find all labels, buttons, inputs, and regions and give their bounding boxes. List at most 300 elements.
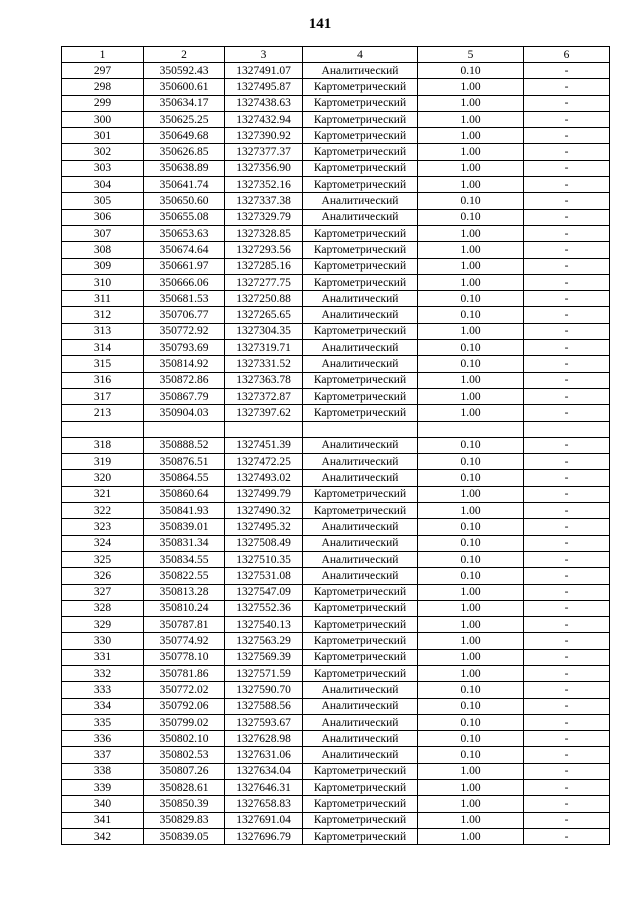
table-row (62, 747, 610, 763)
table-cell: 0.10 (418, 454, 524, 470)
table-cell: 350600.61 (144, 79, 225, 95)
table-cell: Картометрический (303, 633, 418, 649)
table-cell: 213 (62, 405, 144, 421)
table-cell: 350831.34 (144, 535, 225, 551)
table-cell: 1327397.62 (225, 405, 303, 421)
table-cell: 350814.92 (144, 356, 225, 372)
table-cell: 334 (62, 698, 144, 714)
table-cell: 350867.79 (144, 388, 225, 404)
table-cell: 350888.52 (144, 437, 225, 453)
table-cell: - (524, 535, 610, 551)
table-cell: - (524, 437, 610, 453)
table-row (62, 421, 610, 437)
table-cell: 1.00 (418, 812, 524, 828)
table-cell: 350772.92 (144, 323, 225, 339)
table-cell: 318 (62, 437, 144, 453)
table-cell: 1327356.90 (225, 160, 303, 176)
table-cell: 0.10 (418, 698, 524, 714)
table-row (62, 551, 610, 567)
table-cell: 1.00 (418, 177, 524, 193)
table-cell: 350793.69 (144, 340, 225, 356)
table-cell: - (524, 209, 610, 225)
table-cell: - (524, 682, 610, 698)
table-cell: Картометрический (303, 796, 418, 812)
table-cell: 0.10 (418, 193, 524, 209)
table-cell: Аналитический (303, 307, 418, 323)
table-cell: 1327696.79 (225, 828, 303, 844)
table-cell: 0.10 (418, 714, 524, 730)
table-cell: 315 (62, 356, 144, 372)
table-cell: - (524, 649, 610, 665)
table-cell: 1327508.49 (225, 535, 303, 551)
table-cell: - (524, 519, 610, 535)
table-cell: - (524, 828, 610, 844)
table-cell: 1327277.75 (225, 274, 303, 290)
table-cell: 1.00 (418, 242, 524, 258)
table-cell: 303 (62, 160, 144, 176)
table-cell: 350592.43 (144, 63, 225, 79)
table-row (62, 160, 610, 176)
table-cell: Картометрический (303, 242, 418, 258)
table-cell: Аналитический (303, 340, 418, 356)
table-cell: Аналитический (303, 731, 418, 747)
table-cell: Картометрический (303, 584, 418, 600)
table-row (62, 731, 610, 747)
table-cell: 350828.61 (144, 780, 225, 796)
table-cell: 350626.85 (144, 144, 225, 160)
table-cell: Аналитический (303, 714, 418, 730)
table-cell: 350778.10 (144, 649, 225, 665)
table-cell (144, 421, 225, 437)
table-cell: Картометрический (303, 780, 418, 796)
table-cell: 350799.02 (144, 714, 225, 730)
table-cell: Аналитический (303, 356, 418, 372)
table-cell: 336 (62, 731, 144, 747)
table-row (62, 209, 610, 225)
table-row (62, 79, 610, 95)
table-cell: Картометрический (303, 388, 418, 404)
table-cell: - (524, 665, 610, 681)
table-cell: 319 (62, 454, 144, 470)
table-cell: 350681.53 (144, 291, 225, 307)
table-row (62, 388, 610, 404)
table-cell: 1327304.35 (225, 323, 303, 339)
table-cell: 350872.86 (144, 372, 225, 388)
table-cell (62, 421, 144, 437)
table-row (62, 128, 610, 144)
table-cell: - (524, 258, 610, 274)
table-cell: 0.10 (418, 551, 524, 567)
table-cell: 1.00 (418, 763, 524, 779)
table-cell: - (524, 323, 610, 339)
table-row (62, 568, 610, 584)
table-cell: 340 (62, 796, 144, 812)
table-cell: 1327499.79 (225, 486, 303, 502)
table-row (62, 225, 610, 241)
table-cell: 1327352.16 (225, 177, 303, 193)
column-header: 4 (303, 47, 418, 63)
table-cell: Аналитический (303, 437, 418, 453)
table-cell: - (524, 63, 610, 79)
table-cell: 1.00 (418, 600, 524, 616)
table-row (62, 519, 610, 535)
table-cell: 0.10 (418, 535, 524, 551)
table-row (62, 617, 610, 633)
table-cell: 1327293.56 (225, 242, 303, 258)
table-cell: 0.10 (418, 340, 524, 356)
table-cell: 304 (62, 177, 144, 193)
table-cell: 1327331.52 (225, 356, 303, 372)
table-cell: - (524, 111, 610, 127)
table-cell: 328 (62, 600, 144, 616)
table-cell: Картометрический (303, 372, 418, 388)
table-row (62, 177, 610, 193)
table-cell: 1.00 (418, 503, 524, 519)
table-cell: - (524, 470, 610, 486)
table-cell: 339 (62, 780, 144, 796)
table-cell: - (524, 568, 610, 584)
coordinates-table (61, 46, 610, 845)
table-cell: 337 (62, 747, 144, 763)
table-cell: 350802.10 (144, 731, 225, 747)
table-row (62, 682, 610, 698)
table-cell: 1327377.37 (225, 144, 303, 160)
table-row (62, 633, 610, 649)
table-row (62, 812, 610, 828)
table-cell: Картометрический (303, 503, 418, 519)
table-row (62, 193, 610, 209)
table-cell: 1327329.79 (225, 209, 303, 225)
table-row (62, 372, 610, 388)
table-cell: Картометрический (303, 177, 418, 193)
table-cell: - (524, 584, 610, 600)
table-cell: Картометрический (303, 763, 418, 779)
table-cell: Картометрический (303, 828, 418, 844)
table-cell: 1327319.71 (225, 340, 303, 356)
table-cell: - (524, 388, 610, 404)
table-cell: 1.00 (418, 633, 524, 649)
table-cell: 1327691.04 (225, 812, 303, 828)
table-cell: 1.00 (418, 274, 524, 290)
table-cell: 0.10 (418, 437, 524, 453)
table-cell: Картометрический (303, 225, 418, 241)
table-cell: Картометрический (303, 486, 418, 502)
table-cell: 300 (62, 111, 144, 127)
table-cell: 1327590.70 (225, 682, 303, 698)
table-cell: 308 (62, 242, 144, 258)
table-cell: - (524, 747, 610, 763)
table-cell: 1327432.94 (225, 111, 303, 127)
table-cell: 332 (62, 665, 144, 681)
table-cell: 1.00 (418, 780, 524, 796)
table-cell: Картометрический (303, 812, 418, 828)
table-cell: - (524, 763, 610, 779)
table-cell: 1327490.32 (225, 503, 303, 519)
table-cell: Аналитический (303, 63, 418, 79)
table-cell: Аналитический (303, 568, 418, 584)
table-cell: - (524, 225, 610, 241)
table-cell: 350638.89 (144, 160, 225, 176)
table-row (62, 698, 610, 714)
table-cell: 0.10 (418, 307, 524, 323)
table-cell: 1.00 (418, 160, 524, 176)
table-row (62, 144, 610, 160)
table-row (62, 242, 610, 258)
table-body (62, 47, 610, 845)
table-cell: Картометрический (303, 79, 418, 95)
table-cell: 0.10 (418, 747, 524, 763)
table-cell: Аналитический (303, 747, 418, 763)
table-cell: 1.00 (418, 486, 524, 502)
table-cell: 1327495.87 (225, 79, 303, 95)
table-cell: 329 (62, 617, 144, 633)
table-cell: Картометрический (303, 600, 418, 616)
table-cell (418, 421, 524, 437)
table-cell: - (524, 144, 610, 160)
table-cell: 326 (62, 568, 144, 584)
table-cell: 317 (62, 388, 144, 404)
table-cell: 350653.63 (144, 225, 225, 241)
table-cell: 350625.25 (144, 111, 225, 127)
table-cell: 321 (62, 486, 144, 502)
table-cell: Аналитический (303, 698, 418, 714)
table-cell: Картометрический (303, 649, 418, 665)
table-cell: 350860.64 (144, 486, 225, 502)
table-row (62, 356, 610, 372)
table-cell: 330 (62, 633, 144, 649)
table-cell: - (524, 372, 610, 388)
table-cell: 301 (62, 128, 144, 144)
table-cell: Картометрический (303, 405, 418, 421)
table-cell: 1327628.98 (225, 731, 303, 747)
table-cell: Аналитический (303, 291, 418, 307)
table-cell: 350807.26 (144, 763, 225, 779)
table-cell: Картометрический (303, 323, 418, 339)
table-cell: 1327540.13 (225, 617, 303, 633)
column-header: 5 (418, 47, 524, 63)
table-row (62, 111, 610, 127)
table-cell: 323 (62, 519, 144, 535)
table-row (62, 437, 610, 453)
table-cell: 350876.51 (144, 454, 225, 470)
table-cell: - (524, 274, 610, 290)
table-cell: 331 (62, 649, 144, 665)
table-cell: 1327552.36 (225, 600, 303, 616)
table-cell: 1327438.63 (225, 95, 303, 111)
table-cell: 350641.74 (144, 177, 225, 193)
table-cell: 0.10 (418, 470, 524, 486)
table-cell: - (524, 340, 610, 356)
column-header: 3 (225, 47, 303, 63)
table-cell: 1.00 (418, 258, 524, 274)
table-cell: - (524, 486, 610, 502)
table-cell: 350666.06 (144, 274, 225, 290)
table-cell: 0.10 (418, 731, 524, 747)
table-row (62, 600, 610, 616)
table-cell: 312 (62, 307, 144, 323)
table-cell: 350850.39 (144, 796, 225, 812)
table-cell: 1.00 (418, 79, 524, 95)
table-cell: 350634.17 (144, 95, 225, 111)
table-row (62, 665, 610, 681)
table-cell: - (524, 617, 610, 633)
table-cell: 1327285.16 (225, 258, 303, 274)
table-header-row (62, 47, 610, 63)
table-cell: - (524, 503, 610, 519)
table-cell: 1327265.65 (225, 307, 303, 323)
table-row (62, 470, 610, 486)
table-cell (524, 421, 610, 437)
table-cell: 350810.24 (144, 600, 225, 616)
table-cell: 322 (62, 503, 144, 519)
table-cell: 0.10 (418, 682, 524, 698)
table-row (62, 258, 610, 274)
table-cell: 1327451.39 (225, 437, 303, 453)
table-row (62, 486, 610, 502)
table-cell: 1.00 (418, 405, 524, 421)
table-cell: 324 (62, 535, 144, 551)
column-header: 1 (62, 47, 144, 63)
table-cell: 1327472.25 (225, 454, 303, 470)
table-cell: 1.00 (418, 111, 524, 127)
table-cell: 1327571.59 (225, 665, 303, 681)
table-cell: - (524, 698, 610, 714)
table-cell: Картометрический (303, 617, 418, 633)
table-cell: 314 (62, 340, 144, 356)
table-cell: 1327634.04 (225, 763, 303, 779)
table-cell: Аналитический (303, 519, 418, 535)
table-cell: - (524, 242, 610, 258)
table-cell: 350650.60 (144, 193, 225, 209)
table-cell: - (524, 454, 610, 470)
table-cell: 350649.68 (144, 128, 225, 144)
table-cell: 320 (62, 470, 144, 486)
table-cell: 299 (62, 95, 144, 111)
table-cell (225, 421, 303, 437)
table-row (62, 828, 610, 844)
table-cell: 1.00 (418, 617, 524, 633)
column-header: 2 (144, 47, 225, 63)
table-cell: 302 (62, 144, 144, 160)
table-row (62, 584, 610, 600)
table-cell: 350904.03 (144, 405, 225, 421)
table-row (62, 291, 610, 307)
table-cell: 1327493.02 (225, 470, 303, 486)
table-cell: 350834.55 (144, 551, 225, 567)
table-cell: - (524, 79, 610, 95)
table-cell: 1327588.56 (225, 698, 303, 714)
table-cell: 1327363.78 (225, 372, 303, 388)
table-cell: Картометрический (303, 111, 418, 127)
table-row (62, 796, 610, 812)
table-row (62, 780, 610, 796)
table-cell: Картометрический (303, 95, 418, 111)
table-cell: 1327593.67 (225, 714, 303, 730)
table-cell: 1.00 (418, 665, 524, 681)
table-cell: 1.00 (418, 144, 524, 160)
table-cell: 1.00 (418, 95, 524, 111)
table-cell: 1327390.92 (225, 128, 303, 144)
table-cell: 311 (62, 291, 144, 307)
table-cell: 350792.06 (144, 698, 225, 714)
table-cell: - (524, 796, 610, 812)
table-cell: 1.00 (418, 649, 524, 665)
table-cell: - (524, 633, 610, 649)
table-row (62, 714, 610, 730)
table-cell: 0.10 (418, 63, 524, 79)
table-cell: Аналитический (303, 535, 418, 551)
table-cell: - (524, 405, 610, 421)
table-cell: - (524, 600, 610, 616)
table-cell: Картометрический (303, 665, 418, 681)
table-cell: 350787.81 (144, 617, 225, 633)
table-cell: - (524, 95, 610, 111)
table-cell: 1.00 (418, 323, 524, 339)
column-header: 6 (524, 47, 610, 63)
table-cell: 338 (62, 763, 144, 779)
table-cell: 335 (62, 714, 144, 730)
table-row (62, 340, 610, 356)
table-cell: 342 (62, 828, 144, 844)
table-cell: 307 (62, 225, 144, 241)
table-cell: 1327631.06 (225, 747, 303, 763)
table-cell: - (524, 551, 610, 567)
table-cell: - (524, 307, 610, 323)
table-cell: - (524, 193, 610, 209)
table-row (62, 649, 610, 665)
table-cell: 350661.97 (144, 258, 225, 274)
table-cell: 350841.93 (144, 503, 225, 519)
table-cell: - (524, 714, 610, 730)
table-cell: 306 (62, 209, 144, 225)
table-cell: - (524, 177, 610, 193)
table-row (62, 454, 610, 470)
table-cell: Аналитический (303, 470, 418, 486)
table-cell: 0.10 (418, 356, 524, 372)
table-cell: - (524, 731, 610, 747)
table-cell: 0.10 (418, 209, 524, 225)
table-cell: 350772.02 (144, 682, 225, 698)
table-cell: Картометрический (303, 128, 418, 144)
table-cell: 0.10 (418, 568, 524, 584)
table-cell: 1327658.83 (225, 796, 303, 812)
table-cell: 1.00 (418, 372, 524, 388)
table-cell: 1.00 (418, 388, 524, 404)
table-cell: 310 (62, 274, 144, 290)
table-cell: 1.00 (418, 796, 524, 812)
table-cell: Картометрический (303, 144, 418, 160)
table-cell: 350839.01 (144, 519, 225, 535)
table-cell: 313 (62, 323, 144, 339)
table-row (62, 503, 610, 519)
table-cell: 298 (62, 79, 144, 95)
table-row (62, 535, 610, 551)
table-cell: Картометрический (303, 160, 418, 176)
table-cell: - (524, 780, 610, 796)
table-cell: 0.10 (418, 519, 524, 535)
table-cell: 1.00 (418, 225, 524, 241)
table-row (62, 405, 610, 421)
table-cell: - (524, 160, 610, 176)
table-cell: 1327646.31 (225, 780, 303, 796)
table-cell: 350822.55 (144, 568, 225, 584)
table-row (62, 323, 610, 339)
table-cell: 1327337.38 (225, 193, 303, 209)
table-cell: 350674.64 (144, 242, 225, 258)
table-cell: Аналитический (303, 209, 418, 225)
table-cell: Картометрический (303, 274, 418, 290)
table-cell: 341 (62, 812, 144, 828)
